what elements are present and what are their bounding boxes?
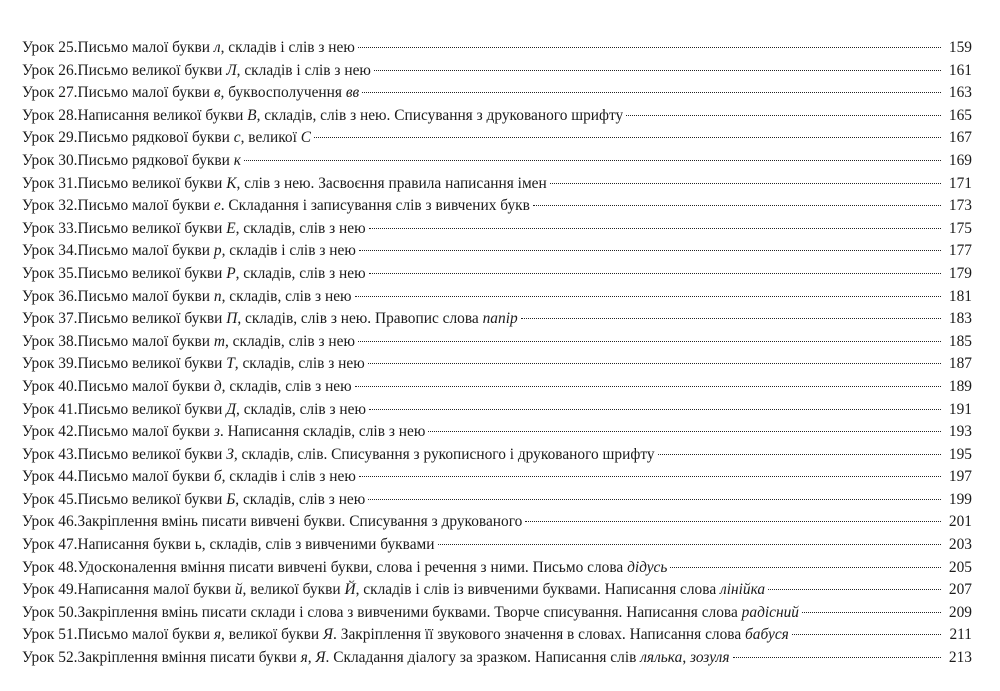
italic-term: К <box>226 174 237 192</box>
title-text: . Написання складів, слів з нею <box>219 423 426 441</box>
page-number: 167 <box>948 129 972 147</box>
dot-leader <box>368 499 941 500</box>
lesson-number: Урок 35. <box>22 264 78 282</box>
page-number: 201 <box>948 513 972 531</box>
page-number: 163 <box>948 84 972 102</box>
title-text: , складів, слів з нею <box>221 377 352 395</box>
italic-term: Л <box>226 61 237 79</box>
title-text: Письмо малої букви <box>77 423 214 441</box>
italic-term: р <box>213 242 222 260</box>
dot-leader <box>626 115 941 116</box>
italic-term: В <box>247 106 257 124</box>
toc-entry <box>22 195 972 218</box>
page-number: 199 <box>948 490 972 508</box>
title-text: Письмо малої букви <box>77 332 214 350</box>
italic-term: С <box>300 129 311 147</box>
toc-entry <box>22 647 972 670</box>
title-text: , складів, слів з нею <box>236 400 366 418</box>
dot-leader <box>362 92 941 93</box>
dot-leader <box>369 273 941 274</box>
title-text: Написання малої букви <box>77 581 235 599</box>
title-text: . Закріплення її звукового значення в словах. Написання слова <box>333 626 746 644</box>
italic-term: к <box>233 151 241 169</box>
title-text: Письмо малої букви <box>77 468 214 486</box>
toc-entry <box>22 376 972 399</box>
lesson-number: Урок 37. <box>22 310 78 328</box>
dot-leader <box>374 70 941 71</box>
page-number: 185 <box>948 332 972 350</box>
toc-entry <box>22 105 972 128</box>
lesson-number: Урок 44. <box>22 468 78 486</box>
title-text: Письмо малої букви <box>77 197 214 215</box>
lesson-title <box>78 82 360 105</box>
dot-leader <box>244 160 941 161</box>
page-number: 171 <box>948 174 972 192</box>
dot-leader <box>802 612 941 613</box>
title-text: , складів і слів з нею <box>236 61 371 79</box>
dot-leader <box>533 205 941 206</box>
title-text: Письмо великої букви <box>77 310 227 328</box>
dot-leader <box>521 318 941 319</box>
title-text: , складів, слів з нею <box>234 355 365 373</box>
title-text: Письмо великої букви <box>77 355 227 373</box>
title-text: Письмо великої букви <box>77 219 227 237</box>
title-text: Закріплення вмінь писати склади і слова з вивченими буквами. Творче списування. Написання слова <box>77 603 742 621</box>
toc-entry <box>22 489 972 512</box>
italic-term: Я <box>315 649 326 667</box>
italic-term: З <box>226 445 234 463</box>
lesson-title <box>78 376 352 399</box>
title-text: . Складання і записування слів з вивчених букв <box>220 197 530 215</box>
dot-leader <box>314 137 941 138</box>
toc-entry <box>22 60 972 83</box>
lesson-number: Урок 50. <box>22 603 78 621</box>
lesson-number: Урок 43. <box>22 445 78 463</box>
page-number: 197 <box>948 468 972 486</box>
lesson-number: Урок 30. <box>22 151 78 169</box>
lesson-number: Урок 49. <box>22 581 78 599</box>
lesson-title <box>78 624 789 647</box>
lesson-title <box>78 127 311 150</box>
page-number: 203 <box>948 536 972 554</box>
lesson-number: Урок 48. <box>22 558 78 576</box>
page-number: 179 <box>948 264 972 282</box>
lesson-title <box>78 286 352 309</box>
lesson-number: Урок 47. <box>22 536 78 554</box>
italic-term: П <box>226 310 238 328</box>
lesson-number: Урок 52. <box>22 649 78 667</box>
italic-term: б <box>213 468 222 486</box>
italic-term: лялька <box>640 649 683 667</box>
lesson-number: Урок 38. <box>22 332 78 350</box>
title-text: Письмо малої букви <box>77 84 214 102</box>
italic-term: зозуля <box>690 649 730 667</box>
toc-entry <box>22 82 972 105</box>
toc-entry <box>22 37 972 60</box>
page-number: 159 <box>948 39 972 56</box>
title-text: , <box>682 649 691 667</box>
toc-entry <box>22 150 972 173</box>
toc-entry <box>22 218 972 241</box>
page-number: 213 <box>948 649 972 667</box>
page-number: 191 <box>948 400 972 418</box>
italic-term: й <box>234 581 243 599</box>
dot-leader <box>792 634 941 635</box>
title-text: , складів, слів з нею <box>235 219 366 237</box>
lesson-title <box>78 489 366 512</box>
lesson-number: Урок 42. <box>22 423 78 441</box>
dot-leader <box>670 567 941 568</box>
page-number: 181 <box>948 287 972 305</box>
lesson-title <box>78 195 530 218</box>
lesson-title <box>78 150 241 173</box>
italic-term: Р <box>226 264 236 282</box>
dot-leader <box>428 431 941 432</box>
toc-entry <box>22 534 972 557</box>
title-text: , складів, слів. Списування з рукописного і друкованого шрифту <box>233 445 655 463</box>
italic-term: дідусь <box>627 558 668 576</box>
title-text: Письмо малої букви <box>77 377 214 395</box>
italic-term: в <box>213 84 221 102</box>
toc-entry <box>22 308 972 331</box>
title-text: , складів, слів з нею. Правопис слова <box>237 310 483 328</box>
title-text: Письмо рядкової букви <box>77 151 234 169</box>
lesson-number: Урок 28. <box>22 106 78 124</box>
page-number: 207 <box>948 581 972 599</box>
page-number: 177 <box>948 242 972 260</box>
lesson-title <box>78 37 355 60</box>
dot-leader <box>550 183 941 184</box>
title-text: , буквосполучення <box>220 84 346 102</box>
title-text: Письмо великої букви <box>77 445 227 463</box>
lesson-title <box>78 218 366 241</box>
italic-term: Я <box>322 626 334 644</box>
italic-term: з <box>213 423 220 441</box>
lesson-title <box>78 466 356 489</box>
italic-term: я <box>213 626 222 644</box>
dot-leader <box>358 47 941 48</box>
page-number: 189 <box>948 377 972 395</box>
lesson-title <box>78 602 799 625</box>
title-text: Закріплення вмінь писати вивчені букви. Списування з друкованого <box>77 513 523 531</box>
italic-term: Е <box>226 219 236 237</box>
title-text: , складів і слів з нею <box>221 468 356 486</box>
title-text: , складів і слів із вивченими буквами. Написання слова <box>355 581 720 599</box>
lesson-title <box>78 647 730 670</box>
title-text: Письмо великої букви <box>77 490 227 508</box>
title-text: , складів і слів з нею <box>221 242 356 260</box>
toc-entry <box>22 127 972 150</box>
page-number: 195 <box>948 445 972 463</box>
title-text: , складів і слів з нею <box>220 39 355 56</box>
lesson-title <box>78 263 366 286</box>
page-number: 165 <box>948 106 972 124</box>
toc-entry <box>22 421 972 444</box>
toc-entry <box>22 444 972 467</box>
dot-leader <box>733 657 942 658</box>
dot-leader <box>355 296 941 297</box>
page-number: 173 <box>948 197 972 215</box>
toc-entry <box>22 579 972 602</box>
lesson-title <box>78 308 518 331</box>
title-text: Письмо великої букви <box>77 174 227 192</box>
lesson-title <box>78 557 668 580</box>
dot-leader <box>768 589 941 590</box>
lesson-number: Урок 45. <box>22 490 78 508</box>
lesson-number: Урок 33. <box>22 219 78 237</box>
italic-term: е <box>213 197 221 215</box>
title-text: Удосконалення вміння писати вивчені букви, слова і речення з ними. Письмо слова <box>77 558 628 576</box>
title-text: , слів з нею. Засвоєння правила написання імен <box>236 174 547 192</box>
title-text: , складів, слів з нею <box>235 264 366 282</box>
lesson-number: Урок 25. <box>22 39 78 56</box>
lesson-number: Урок 36. <box>22 287 78 305</box>
title-text: , складів, слів з нею <box>224 332 355 350</box>
toc-entry <box>22 263 972 286</box>
lesson-number: Урок 26. <box>22 61 78 79</box>
title-text: , складів, слів з нею <box>221 287 352 305</box>
toc-entry <box>22 511 972 534</box>
lesson-title <box>78 353 365 376</box>
dot-leader <box>438 544 941 545</box>
italic-term: лінійка <box>720 581 766 599</box>
toc-entry <box>22 353 972 376</box>
lesson-number: Урок 41. <box>22 400 78 418</box>
toc-entry <box>22 466 972 489</box>
italic-term: Б <box>226 490 236 508</box>
toc-entry <box>22 602 972 625</box>
toc-entry <box>22 240 972 263</box>
lesson-number: Урок 32. <box>22 197 78 215</box>
page-number: 205 <box>948 558 972 576</box>
dot-leader <box>355 386 941 387</box>
italic-term: бабуся <box>745 626 789 644</box>
toc-entry <box>22 331 972 354</box>
title-text: , складів, слів з нею. Списування з друкованого шрифту <box>256 106 624 124</box>
italic-term: вв <box>345 84 360 102</box>
title-text: . Складання діалогу за зразком. Написання слів <box>325 649 641 667</box>
page-number: 209 <box>948 603 972 621</box>
lesson-number: Урок 34. <box>22 242 78 260</box>
lesson-number: Урок 40. <box>22 377 78 395</box>
lesson-title <box>78 421 426 444</box>
lesson-title <box>78 534 435 557</box>
page-number: 193 <box>948 423 972 441</box>
table-of-contents <box>22 37 972 670</box>
italic-term: Й <box>344 581 356 599</box>
italic-term: л <box>213 39 221 56</box>
italic-term: я <box>300 649 308 667</box>
italic-term: с <box>233 129 241 147</box>
dot-leader <box>369 228 941 229</box>
toc-entry <box>22 286 972 309</box>
title-text: Письмо рядкової букви <box>77 129 234 147</box>
dot-leader <box>525 521 941 522</box>
toc-entry <box>22 173 972 196</box>
lesson-number: Урок 29. <box>22 129 78 147</box>
dot-leader <box>658 454 941 455</box>
title-text: Письмо малої букви <box>77 287 214 305</box>
lesson-title <box>78 173 547 196</box>
lesson-title <box>78 60 371 83</box>
lesson-title <box>78 511 523 534</box>
page-number: 169 <box>948 151 972 169</box>
lesson-title <box>78 444 655 467</box>
title-text: , <box>307 649 316 667</box>
title-text: Закріплення вміння писати букви <box>77 649 301 667</box>
title-text: Письмо малої букви <box>77 39 214 56</box>
dot-leader <box>359 476 941 477</box>
title-text: , великої <box>240 129 301 147</box>
title-text: Письмо малої букви <box>77 626 214 644</box>
title-text: Написання великої букви <box>77 106 248 124</box>
lesson-number: Урок 39. <box>22 355 78 373</box>
title-text: Письмо малої букви <box>77 242 214 260</box>
italic-term: Т <box>226 355 235 373</box>
italic-term: папір <box>482 310 518 328</box>
title-text: Письмо великої букви <box>77 61 227 79</box>
page-number: 175 <box>948 219 972 237</box>
title-text: , складів, слів з нею <box>235 490 366 508</box>
lesson-title <box>78 240 356 263</box>
lesson-title <box>78 331 355 354</box>
italic-term: Д <box>226 400 236 418</box>
lesson-title <box>78 105 624 128</box>
dot-leader <box>359 250 941 251</box>
italic-term: т <box>213 332 225 350</box>
italic-term: радісний <box>741 603 799 621</box>
toc-entry <box>22 557 972 580</box>
title-text: Письмо великої букви <box>77 400 227 418</box>
page-number: 211 <box>949 626 972 644</box>
lesson-number: Урок 46. <box>22 513 78 531</box>
dot-leader <box>369 409 941 410</box>
lesson-number: Урок 51. <box>22 626 78 644</box>
dot-leader <box>368 363 941 364</box>
italic-term: п <box>213 287 222 305</box>
page-number: 161 <box>948 61 972 79</box>
toc-entry <box>22 624 972 647</box>
page-number: 183 <box>948 310 972 328</box>
lesson-title <box>78 399 366 422</box>
dot-leader <box>358 341 941 342</box>
lesson-number: Урок 31. <box>22 174 78 192</box>
lesson-number: Урок 27. <box>22 84 78 102</box>
lesson-title <box>78 579 766 602</box>
italic-term: д <box>213 377 222 395</box>
toc-entry <box>22 399 972 422</box>
title-text: , великої букви <box>221 626 323 644</box>
title-text: , великої букви <box>242 581 345 599</box>
page-number: 187 <box>948 355 972 373</box>
title-text: Написання букви ь, складів, слів з вивченими буквами <box>77 536 435 554</box>
title-text: Письмо великої букви <box>77 264 227 282</box>
